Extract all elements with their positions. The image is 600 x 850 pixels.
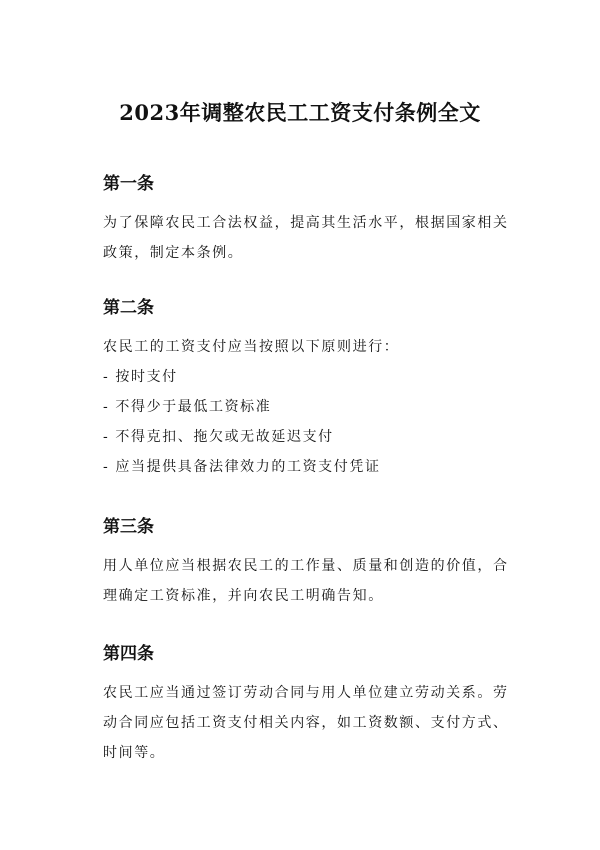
article-3-paragraph: 用人单位应当根据农民工的工作量、质量和创造的价值，合理确定工资标准，并向农民工明确告知。 xyxy=(103,558,509,604)
document-title: 2023年调整农民工工资支付条例全文 xyxy=(119,100,481,125)
list-item: - 不得少于最低工资标准 xyxy=(103,399,272,415)
article-2-paragraph: 农民工的工资支付应当按照以下原则进行： xyxy=(103,339,400,355)
article-2 xyxy=(103,296,523,482)
list-item: - 按时支付 xyxy=(103,369,178,385)
article-3 xyxy=(103,515,523,611)
article-1-paragraph: 为了保障农民工合法权益，提高其生活水平，根据国家相关政策，制定本条例。 xyxy=(103,215,509,261)
list-item: - 应当提供具备法律效力的工资支付凭证 xyxy=(103,459,381,475)
article-1-heading: 第一条 xyxy=(103,174,154,194)
article-1 xyxy=(103,172,523,268)
list-item: - 不得克扣、拖欠或无故延迟支付 xyxy=(103,429,334,445)
article-2-list xyxy=(103,362,523,482)
article-3-heading: 第三条 xyxy=(103,517,154,537)
article-2-heading: 第二条 xyxy=(103,298,154,318)
article-4 xyxy=(103,642,523,768)
article-4-heading: 第四条 xyxy=(103,644,154,664)
article-4-paragraph: 农民工应当通过签订劳动合同与用人单位建立劳动关系。劳动合同应包括工资支付相关内容，如工资数额、支付方式、时间等。 xyxy=(103,685,509,761)
